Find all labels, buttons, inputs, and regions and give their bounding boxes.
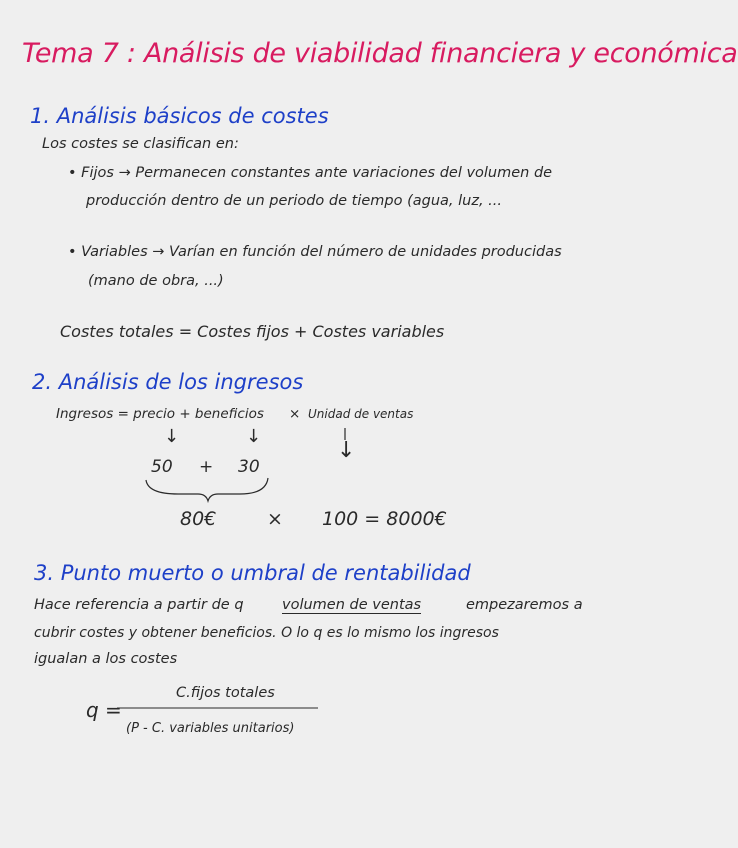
plus-sign: + <box>199 457 214 477</box>
para-line-1-underlined: volumen de ventas <box>282 597 422 613</box>
para-line-1b: empezaremos a <box>466 597 583 613</box>
sum-value: 80€ <box>180 508 217 530</box>
formula-lhs: q = <box>86 698 122 722</box>
section-1-intro: Los costes se clasifican en: <box>42 136 239 152</box>
section-3-heading: 3. Punto muerto o umbral de rentabilidad <box>34 561 471 585</box>
para-line-3: igualan a los costes <box>34 651 178 667</box>
ingresos-formula-right: Unidad de ventas <box>308 407 414 421</box>
formula-denominator: (P - C. variables unitarios) <box>126 721 295 736</box>
variables-line-2: (mano de obra, ...) <box>88 273 224 289</box>
page-title: Tema 7 : Análisis de viabilidad financiera y económica <box>22 38 738 69</box>
fijos-line-2: producción dentro de un periodo de tiempo (agua, luz, ... <box>86 193 503 209</box>
section-2-heading: 2. Análisis de los ingresos <box>32 370 304 394</box>
fijos-line-1: • Fijos → Permanecen constantes ante variaciones del volumen de <box>68 165 553 181</box>
precio-value: 50 <box>151 457 173 477</box>
times-sign: × <box>267 508 283 530</box>
variables-line-1: • Variables → Varían en función del número de unidades producidas <box>68 244 562 260</box>
ingresos-result: 100 = 8000€ <box>322 508 447 530</box>
arrow-down-icon: ↓ <box>337 438 356 463</box>
arrow-down-icon: ↓ <box>246 426 262 447</box>
para-line-1a: Hace referencia a partir de q <box>34 597 244 613</box>
beneficio-value: 30 <box>238 457 260 477</box>
ingresos-formula-left: Ingresos = precio + beneficios <box>56 406 264 422</box>
arrow-down-icon: ↓ <box>164 426 180 447</box>
formula-numerator: C.fijos totales <box>176 685 275 701</box>
costes-totales-formula: Costes totales = Costes fijos + Costes variables <box>60 322 445 341</box>
para-line-2: cubrir costes y obtener beneficios. O lo q es lo mismo los ingresos <box>34 625 499 641</box>
ingresos-formula-times: × <box>289 406 301 422</box>
section-1-heading: 1. Análisis básicos de costes <box>30 104 329 128</box>
